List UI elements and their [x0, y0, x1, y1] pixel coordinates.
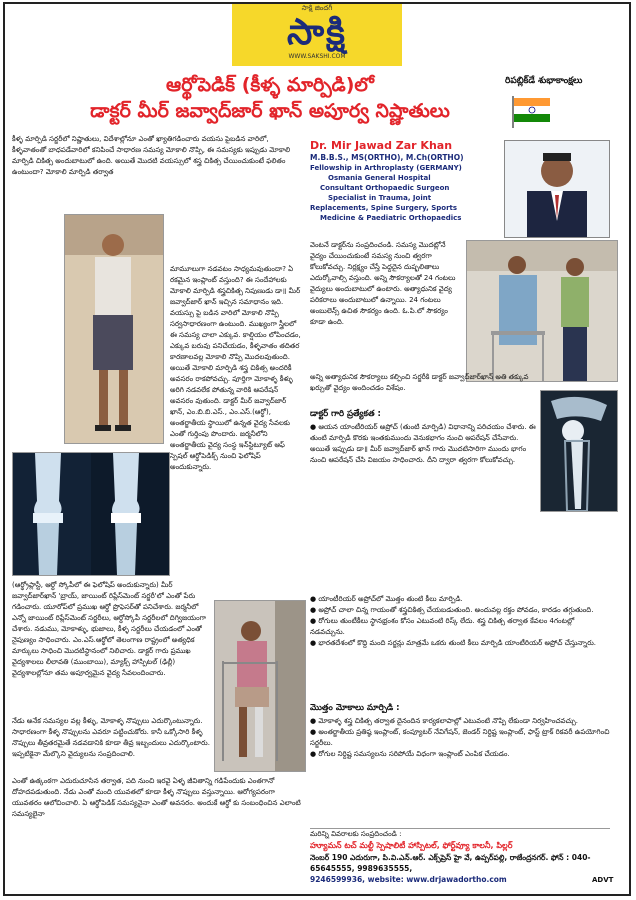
masthead [232, 4, 402, 66]
knee-replacement-title: మొత్తం మోకాలు మార్పిడి : [310, 703, 400, 713]
bullet-item: ● అంతర్జాతీయ ప్రతిష్ఠ ఇంప్లాంట్, కంప్యూటర్ నేవిగేషన్, జెండర్ నిర్దిష్ట ఇంప్లాంట్, ఫాస్ట్ ట్రాక్ రికవరీ ఉపయోగించి సర్జరీలు. [310, 728, 610, 747]
contact-footer [310, 828, 610, 885]
doctor-hospital: Osmania General Hospital [328, 174, 431, 182]
footer-hospital: హ్యూమన్ టచ్ మల్టీ స్పెషాలిటీ హాస్పిటల్, ఫోర్ట్‌వ్యూ కాలనీ, పిల్లర్ [310, 841, 513, 850]
article-bottom-left: ఎంతో ఉత్కంఠగా ఎదురుచూసిన తర్వాత, పది నుంచి ఇరవై ఏళ్ళ జీవితాన్ని గడిపేందుకు ఎంతగానో దోహదపడుతుంది. నేడు ఎంతో మంది యువతలో కూడా కీళ్ళ నొప్పులు వస్తున్నాయి. ఆరోగ్యపరంగా యువతరం ఆలోచించాలి. ఏ ఆర్థోపెడిక్ సమస్యనైనా ఎంతో అవసరం. అందుకే ఆర్థో కు సంబంధించిన ఎలాంటి సమస్యలైనా [12, 777, 301, 818]
advt-label: ADVT [592, 876, 614, 884]
hip-xray-photo [540, 390, 618, 512]
lead-paragraph: కీళ్ళ మార్పిడి సర్జరీలో నిష్ణాతులు, విదేశాల్లోనూ ఎంతో ఖ్యాతిగడించారు వయసు పైబడిన వారిలో, కీళ్ళవాతంతో బాధపడేవారిలో కనిపించే సాధారణ సమస్య మోకాలి నొప్పి, ఈ సమస్యకు ఇప్పుడు మోకాలి మార్పిడి చికిత్స అందుబాటులో ఉంది. అయితే మొదటి వయస్సులో శస్త్ర చికిత్స చేయించుకుంటే ఫలితం ఉంటుందా? మోకాలి మార్పిడి తర్వాత [12, 135, 291, 176]
doctor-portrait [504, 140, 610, 238]
hip-bullet-list [310, 594, 610, 649]
headline-line2: డాక్టర్ మీర్ జవ్వాద్‌జార్ ఖాన్ అపూర్వ నిష్ణాతులు [90, 100, 450, 122]
patient-photo-man [64, 214, 164, 444]
headline [50, 72, 490, 124]
doctor-specialist-2: Replacements, Spine Surgery, Sports [310, 204, 458, 212]
doctor-specialist-3: Medicine & Paediatric Orthopaedics [320, 214, 462, 222]
bullet-item: ● మోకాళ్ళ శస్త్ర చికిత్స తర్వాత దైనందిన కార్యకలాపాల్లో ఎటువంటి నొప్పి లేకుండా నిర్వహించవచ్చు. [310, 717, 579, 725]
knee-xray-photo [12, 452, 170, 576]
masthead-tagline: సాక్షి జిందగీ [301, 4, 333, 12]
article-right-column: వెంటనే డాక్టర్‌ను సంప్రదించండి. సమస్య మొదట్లోనే వైద్యం చేయించుకుంటే సమస్య నుంచి త్వరగా కోలుకోవచ్చు. నిర్లక్ష్యం చేస్తే పెద్దదైన దుష్ఫలితాలు ఎదుర్కోవాల్సి వస్తుంది. అన్ని సౌకర్యాలతో 24 గంటలు వైద్యులు అందుబాటులో ఉంటారు. అత్యాధునిక వైద్య పరికరాలు అందుబాటులో ఉన్నాయి. 24 గంటలు అంబులెన్స్ ఉచిత సౌకర్యం ఉంది. ఓ.పి.లో సౌకర్యం కూడా ఉంది. [310, 241, 456, 326]
article-column-left: మామూలుగా నడవటం సాధ్యమవుతుందా? ఏ రకమైన ఇంప్లాంట్ వస్తుంది? ఈ సందేహాలకు మోకాలి మార్పిడి శస్త్రచికిత్స నిపుణుడు డా॥ మీర్ జవ్వాద్‌జార్ ఖాన్ ఇచ్చిన సమాధానం ఇది. వయస్సు పై బడిన వారిలో మోకాలి నొప్పి సర్వసాధారణంగా ఉంటుంది. ముఖ్యంగా స్త్రీలలో ఈ సమస్య చాలా ఎక్కువ. కాల్షియం లోపించడం, ఎక్కువ బరువు పనిచేయడం, కీళ్ళవాతం తదితర కారణాలవల్ల మోకాలి నొప్పి మొదలవుతుంది. అయితే మోకాలి మార్పిడి శస్త్ర చికిత్స అందరికీ అవసరం రాకపోవచ్చు. పూర్తిగా మోకాళ్ళ కీళ్ళు అరిగి నడవలేక పోతున్న వారికి ఆపరేషన్ అవసరం వుతుంది. డాక్టర్ మీర్ జవ్వాద్‌జార్ ఖాన్, ఎం.బి.బి.ఎస్., ఎం.ఎస్.(ఆర్థో), అంతర్జాతీయ స్థాయిలో ఉన్నత వైద్య సేవలకు ఎంతో గుర్తింపు పొందారు. జర్మనీలోని అంతర్జాతీయ వైద్య సంస్థ ఇన్‌స్టిట్యూట్ ఆఫ్ స్పెషల్ ఆర్థోపెడిక్స్ నుంచి ఫెలోషిప్ అందుకున్నారు. [170, 265, 301, 471]
doctor-specialist-1: Specialist in Trauma, Joint [328, 194, 432, 202]
doctor-profile [310, 138, 500, 223]
speciality-text: ● ఆయన యాంటీరియర్ అప్రోచ్ (తుంటి మార్పిడి) విధానాన్ని పరిచయం చేశారు. ఈ తుంటి మార్పిడి కొరకు ఇంతకుముందు వెనుకభాగం నుంచి ఆపరేషన్ చేసేవారు. అయితే ఇప్పుడు డా॥ మీర్ జవ్వాద్‌జార్ ఖాన్ గారు మొదటిసారిగా ముందు భాగం నుంచి ఆపరేషన్ చేసి విజయం సాధించారు. దీని ద్వారా త్వరగా కోలుకోవచ్చు. [310, 423, 536, 464]
doctor-degrees: M.B.B.S., MS(ORTHO), M.Ch(ORTHO) [310, 153, 464, 162]
article-column-left-continued: (ఆర్థ్రోప్లాస్టీ, ఆర్థో స్కోపీలో ఈ ఫెలోషిప్ అందుకున్నారు) మీర్ జవ్వాద్‌జార్‌ఖాన్ 'బ్రాయ్, జాయింట్ రిప్లేస్‌మెంట్ సర్జరీ'లో ఎంతో పేరు గడించారు. యూరోప్‌లో ప్రముఖ ఆర్థో ప్రొఫెసర్‌తో పనిచేశారు. జర్మనీలో ఎన్నో జాయింట్ రిప్లేస్‌మెంట్ సర్జరీలు, ఆర్థోస్కోపీ సర్జరీలలో దిగ్విజయంగా చేశారు. నడుము, మోకాళ్ళు, భుజాలు, కీళ్ళ సర్జరీలు చేయడంలో ఎంతో నైపుణ్యం సాధించారు. ఎం.ఎస్.ఆర్థోలో తెలంగాణ రాష్ట్రంలో అత్యధిక మార్కులు సాధించి మొదటిస్థానంలో నిలిచారు. డాక్టర్ గారు ప్రముఖ వైద్యశాలలు లీలావతి (ముంబాయి), మ్యాక్స్ హాస్పిటల్ (ఢిల్లీ) వైద్యశాలల్లోనూ తమ అపూర్వమైన వైద్య సేవలందించారు. [12, 581, 207, 677]
speciality-title: డాక్టర్ గారి ప్రత్యేకత : [310, 409, 381, 419]
bullet-item: ● భారతదేశంలో కొద్ది మంది సర్జన్లు మాత్రమే ఒకరు తుంటి కీలు మార్పిడి యాంటీరియర్ అప్రోచ్ చేస్తున్నారు. [310, 639, 597, 647]
article-right-cost: అన్ని అత్యాధునిక సౌకర్యాలు కల్పించి సర్జరీకి డాక్టర్ జవ్వాద్‌జార్‌ఖాన్ అతి తక్కువ ఖర్చుతో వైద్యం అందించడం విశేషం. [310, 373, 529, 392]
india-flag-icon [512, 96, 552, 128]
bullet-item: ● రోగులు తుంటీకీలు స్థానభ్రంశం కోసం ఎటువంటి రిస్క్ లేదు. శస్త్ర చికిత్స తర్వాత కేవలం 4గంటల్లో నడవచ్చును. [310, 617, 575, 636]
patient-with-doctor-photo [466, 240, 618, 382]
footer-address: నెంబర్ 190 ఎదురుగా, పి.వి.ఎన్.ఆర్. ఎక్స్‌ప్రెస్ హై వే, ఉప్పర్‌పల్లి, రాజేంద్రనగర్. ఫోన్ : 040-65645555, 9989635555, [310, 853, 591, 873]
masthead-url: WWW.SAKSHI.COM [288, 53, 346, 60]
bullet-item: ● యాంటీరియర్ అప్రోచ్‌లో మొత్తం తుంటి కీలు మార్పిడి. [310, 595, 463, 603]
article-left-problems: నేడు అనేక సమస్యల వల్ల కీళ్ళు, మోకాళ్ళ నొప్పులు ఎదుర్కొంటున్నారు. సాధారణంగా కీళ్ళ నొప్పులను ఎవరూ పట్టించుకోరు. కానీ ఒక్కోసారి కీళ్ళ నొప్పులు తీవ్రతరమైతే నడవడానికి కూడా తీవ్ర ఇబ్బందులు ఎదుర్కొంటారు. ఇప్పటికైనా మేల్కొని వైద్యులను సంప్రదించాలి. [12, 717, 210, 758]
doctor-role: Consultant Orthopaedic Surgeon [320, 184, 450, 192]
patient-photo-woman [214, 600, 306, 772]
masthead-logo: సాక్షి [287, 12, 347, 53]
bullet-item: ● రోగుల నిర్దిష్ట సమస్యలను సరిపోయే విధంగా ఇంప్లాంట్ ఎంపిక చేయడం. [310, 750, 510, 758]
footer-contact: 9246599936, website: www.drjawadortho.com [310, 875, 507, 884]
headline-line1: ఆర్థోపెడిక్ (కీళ్ళ మార్పిడి)లో [166, 74, 374, 96]
bullet-item: ● అప్రోచ్ చాలా చిన్న గాయంతో శస్త్రచికిత్స చేయబడుతుంది. అందువల్ల రక్తం పోవడం, కారడం తగ్గుతుంది. [310, 606, 594, 614]
doctor-fellowship: Fellowship in Arthroplasty (GERMANY) [310, 164, 462, 172]
republic-day-wishes: రిపబ్లిక్‌డే శుభాకాంక్షలు [505, 76, 583, 86]
knee-bullet-list [310, 716, 610, 760]
footer-more-info: మరిన్ని వివరాలకు సంప్రదించండి : [310, 830, 402, 838]
doctor-name: Dr. Mir Jawad Zar Khan [310, 139, 453, 152]
